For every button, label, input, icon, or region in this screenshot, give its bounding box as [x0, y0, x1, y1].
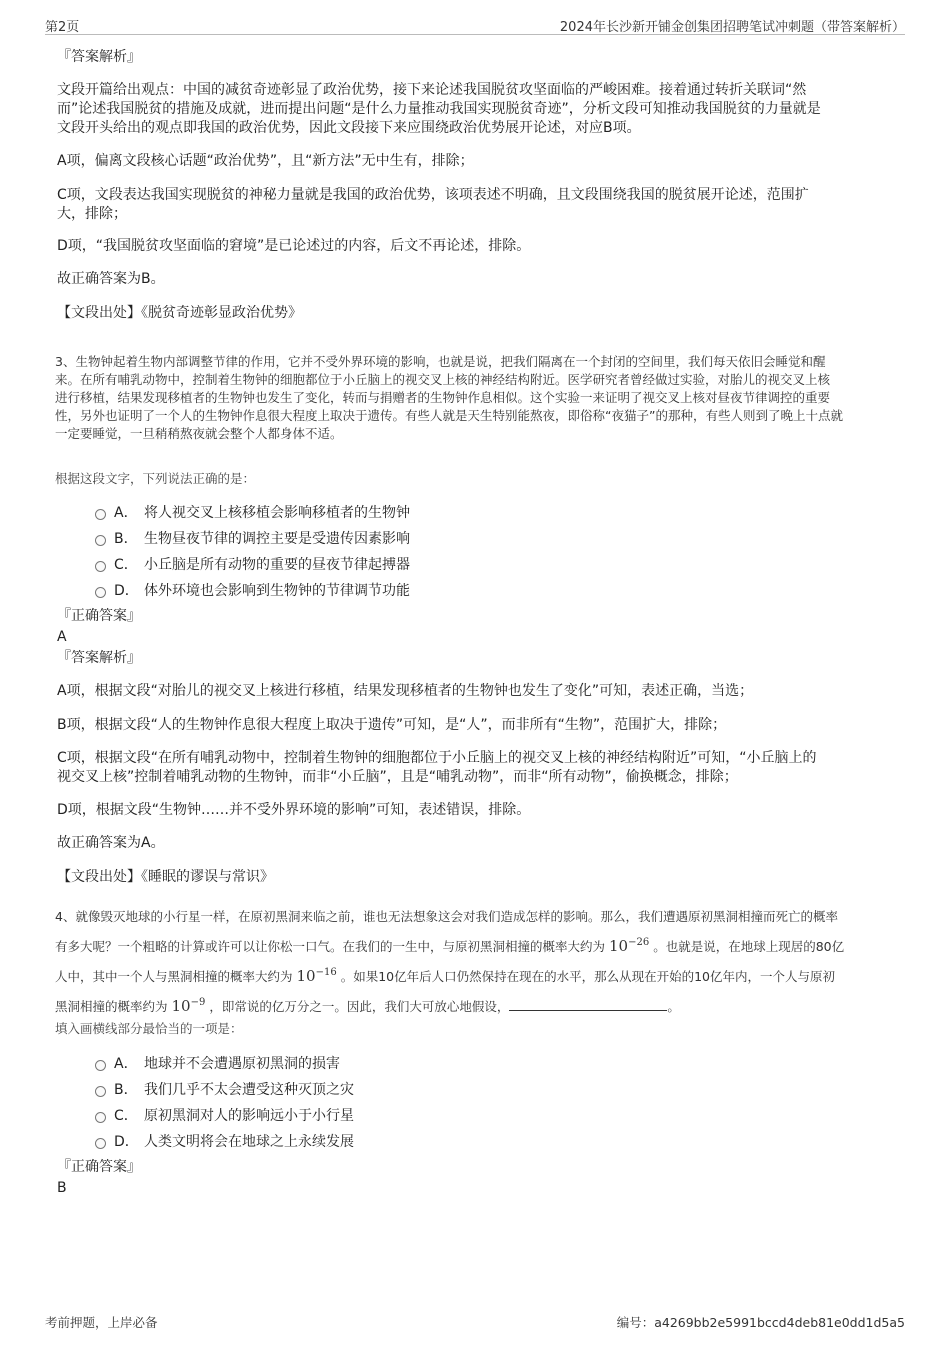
exponent-expression: $10^{-16}$ [296, 967, 337, 985]
document-id: 编号：a4269bb2e5991bccd4deb81e0dd1d5a5 [616, 1315, 905, 1330]
analysis-label: 『答案解析』 [57, 49, 141, 65]
option-b[interactable]: B． 生物昼夜节律的调控主要是受遗传因素影响 [95, 528, 410, 548]
option-c[interactable]: C． 原初黑洞对人的影响远小于小行星 [95, 1105, 354, 1125]
analysis-item-c [57, 186, 897, 224]
text-line: 而”论述我国脱贫的措施及成就，进而提出问题“是什么力量推动我国实现脱贫奇迹”，分析文段可知推动我国脱贫的力量就是 [57, 101, 821, 117]
exponent-expression: $10^{-9}$ [171, 997, 206, 1015]
option-c[interactable]: C． 小丘脑是所有动物的重要的昼夜节律起搏器 [95, 554, 410, 574]
option-d[interactable]: D． 人类文明将会在地球之上永续发展 [95, 1131, 354, 1151]
text-line: 有多大呢？一个粗略的计算或许可以让你松一口气。在我们的一生中，与原初黑洞相撞的概率大约为 $10^{-26}$ 。也就是说，在地球上现居的80亿 [55, 937, 845, 955]
option-a[interactable]: A． 地球并不会遭遇原初黑洞的损害 [95, 1053, 340, 1073]
analysis-label: 『答案解析』 [57, 650, 141, 666]
option-a[interactable]: A． 将人视交叉上核移植会影响移植者的生物钟 [95, 502, 410, 522]
option-d[interactable]: D． 体外环境也会影响到生物钟的节律调节功能 [95, 580, 410, 600]
question-4-stem [55, 904, 900, 1020]
correct-answer: B [57, 1180, 67, 1196]
radio-button-icon[interactable] [95, 1086, 106, 1097]
radio-button-icon[interactable] [95, 535, 106, 546]
option-text: 原初黑洞对人的影响远小于小行星 [144, 1108, 354, 1124]
analysis-item-d: D项，根据文段“生物钟……并不受外界环境的影响”可知，表述错误，排除。 [57, 802, 531, 818]
question-4-prompt: 填入画横线部分最恰当的一项是： [55, 1021, 243, 1036]
option-text: 人类文明将会在地球之上永续发展 [144, 1134, 354, 1150]
option-b[interactable]: B． 我们几乎不太会遭受这种灭顶之灾 [95, 1079, 354, 1099]
text-line: 黑洞相撞的概率约为 $10^{-9}$ ，即常说的亿万分之一。因此，我们大可放心地假设， 。 [55, 997, 680, 1015]
radio-button-icon[interactable] [95, 509, 106, 520]
text-line: 一定要睡觉，一旦稍稍熬夜就会整个人都身体不适。 [55, 426, 343, 441]
text-line: 大，排除； [57, 206, 127, 222]
text-line: 文段开头给出的观点即我国的政治优势，因此文段接下来应围绕政治优势展开论述，对应B项。 [57, 120, 641, 136]
source-citation: 【文段出处】《脱贫奇迹彰显政治优势》 [57, 305, 302, 321]
text-line: 进行移植，结果发现移植者的生物钟也发生了变化，转而与捐赠者的生物钟作息相似。这个实验一来证明了视交叉上核对昼夜节律调控的重要 [55, 390, 831, 405]
question-3-prompt: 根据这段文字，下列说法正确的是： [55, 471, 256, 486]
page-header [45, 14, 905, 35]
radio-button-icon[interactable] [95, 587, 106, 598]
exponent-expression: $10^{-26}$ [609, 937, 650, 955]
radio-button-icon[interactable] [95, 561, 106, 572]
radio-button-icon[interactable] [95, 1060, 106, 1071]
text-line: 人中，其中一个人与黑洞相撞的概率大约为 $10^{-16}$ 。如果10亿年后人口仍然保持在现在的水平，那么从现在开始的10亿年内，一个人与原初 [55, 967, 836, 985]
text-line: 视交叉上核”控制着哺乳动物的生物钟，而非“小丘脑”，且是“哺乳动物”，而非“所有动物”，偷换概念，排除； [57, 769, 738, 785]
text-line: 4、就像毁灭地球的小行星一样，在原初黑洞来临之前，谁也无法想象这会对我们造成怎样的影响。那么，我们遭遇原初黑洞相撞而死亡的概率 [55, 909, 838, 924]
analysis-item-a: A项，根据文段“对胎儿的视交叉上核进行移植，结果发现移植者的生物钟也发生了变化”可知，表述正确，当选； [57, 683, 754, 699]
text-line: 来。在所有哺乳动物中，控制着生物钟的细胞都位于小丘脑上的视交叉上核的神经结构附近。医学研究者曾经做过实验，对胎儿的视交叉上核 [55, 372, 831, 387]
text-line: C项，文段表达我国实现脱贫的神秘力量就是我国的政治优势，该项表述不明确，且文段围绕我国的脱贫展开论述，范围扩 [57, 187, 809, 203]
analysis-paragraph [57, 81, 897, 138]
text-line: C项，根据文段“在所有哺乳动物中，控制着生物钟的细胞都位于小丘脑上的视交叉上核的神经结构附近”可知，“小丘脑上的 [57, 750, 817, 766]
correct-answer: A [57, 629, 67, 645]
document-title: 2024年长沙新开铺金创集团招聘笔试冲刺题（带答案解析） [559, 20, 905, 35]
fill-in-blank [509, 998, 667, 1011]
conclusion: 故正确答案为B。 [57, 271, 165, 287]
text-line: 性，另外也证明了一个人的生物钟作息很大程度上取决于遗传。有些人就是天生特别能熬夜，即俗称“夜猫子”的那种，有些人则到了晚上十点就 [55, 408, 843, 423]
option-text: 生物昼夜节律的调控主要是受遗传因素影响 [144, 531, 410, 547]
option-text: 小丘脑是所有动物的重要的昼夜节律起搏器 [144, 557, 410, 573]
footer-slogan: 考前押题，上岸必备 [45, 1315, 158, 1330]
radio-button-icon[interactable] [95, 1138, 106, 1149]
source-citation: 【文段出处】《睡眠的谬误与常识》 [57, 869, 274, 885]
correct-answer-label: 『正确答案』 [57, 608, 141, 624]
question-3-stem [55, 353, 900, 443]
conclusion: 故正确答案为A。 [57, 835, 165, 851]
radio-button-icon[interactable] [95, 1112, 106, 1123]
text-line: 3、生物钟起着生物内部调整节律的作用，它并不受外界环境的影响，也就是说，把我们隔离在一个封闭的空间里，我们每天依旧会睡觉和醒 [55, 354, 826, 369]
analysis-item-d: D项，“我国脱贫攻坚面临的窘境”是已论述过的内容，后文不再论述，排除。 [57, 238, 531, 254]
option-text: 将人视交叉上核移植会影响移植者的生物钟 [144, 505, 410, 521]
option-text: 地球并不会遭遇原初黑洞的损害 [144, 1056, 340, 1072]
text-line: 文段开篇给出观点：中国的减贫奇迹彰显了政治优势，接下来论述我国脱贫攻坚面临的严峻困难。接着通过转折关联词“然 [57, 82, 807, 98]
analysis-item-b: B项，根据文段“人的生物钟作息很大程度上取决于遗传”可知，是“人”，而非所有“生物”，范围扩大，排除； [57, 717, 727, 733]
analysis-item-a: A项，偏离文段核心话题“政治优势”，且“新方法”无中生有，排除； [57, 153, 474, 169]
option-text: 我们几乎不太会遭受这种灭顶之灾 [144, 1082, 354, 1098]
analysis-item-c [57, 749, 897, 787]
correct-answer-label: 『正确答案』 [57, 1159, 141, 1175]
page-number: 第2页 [45, 20, 80, 35]
option-text: 体外环境也会影响到生物钟的节律调节功能 [144, 583, 410, 599]
